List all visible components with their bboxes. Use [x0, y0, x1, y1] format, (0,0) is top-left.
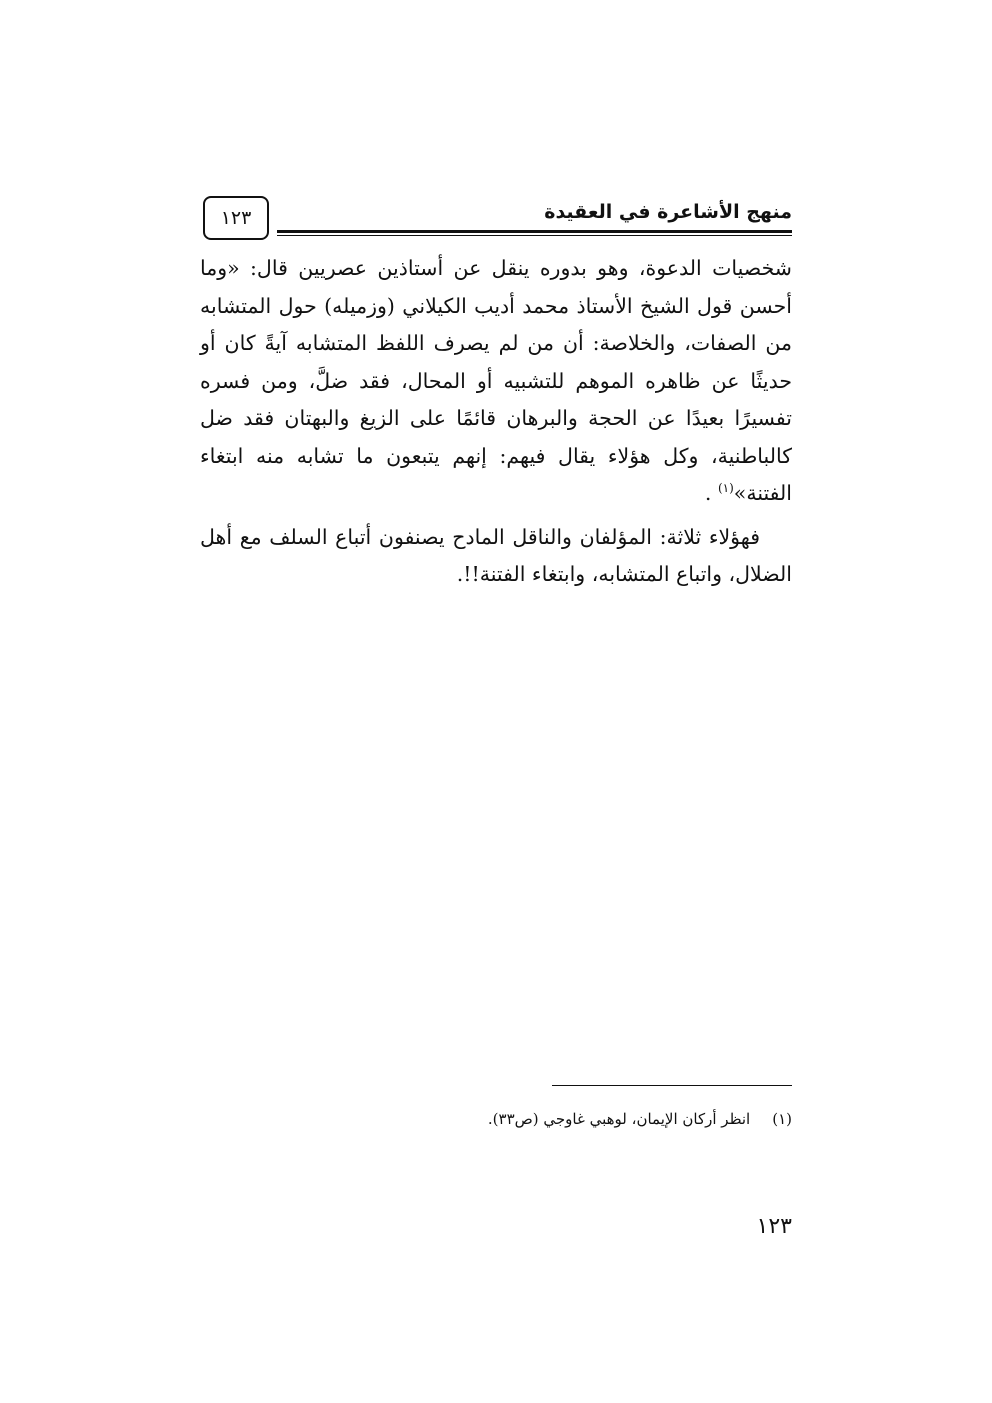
paragraph-1-end: .	[704, 481, 718, 505]
running-header-title: منهج الأشاعرة في العقيدة	[544, 201, 792, 223]
header-rule-thin	[277, 235, 792, 236]
paragraph-1	[200, 250, 792, 513]
footer-page-number: ١٢٣	[756, 1214, 792, 1239]
footnote-reference[interactable]: (١)	[717, 481, 734, 496]
paragraph-2: فهؤلاء ثلاثة: المؤلفان والناقل المادح يصنفون أتباع السلف مع أهل الضلال، واتباع المتشابه، وابتغاء الفتنة!!.	[200, 524, 792, 586]
header-rule-thick	[277, 230, 792, 233]
main-text	[200, 250, 792, 594]
header-page-number	[203, 196, 269, 240]
footnote-number: (١)	[772, 1110, 792, 1128]
footnote-text: انظر أركان الإيمان، لوهبي غاوجي (ص٣٣).	[487, 1110, 751, 1128]
header-page-number-text: ١٢٣	[220, 207, 252, 229]
footnote-separator	[552, 1085, 792, 1086]
footnote	[200, 1108, 792, 1130]
paragraph-1-text: شخصيات الدعوة، وهو بدوره ينقل عن أستاذين عصريين قال: «وما أحسن قول الشيخ الأستاذ محمد أديب الكيلاني (وزميله) حول المتشابه من الصفات، والخلاصة: أن من لم يصرف اللفظ المتشابه آيةً كان أو حديثًا عن ظاهره الموهم للتشبيه أو المحال، فقد ضلَّ، ومن فسره تفسيرًا بعيدًا عن الحجة والبرهان قائمًا على الزيغ والبهتان فقد ضل كالباطنية، وكل هؤلاء يقال فيهم: إنهم يتبعون ما تشابه منه ابتغاء الفتنة»	[200, 256, 792, 505]
